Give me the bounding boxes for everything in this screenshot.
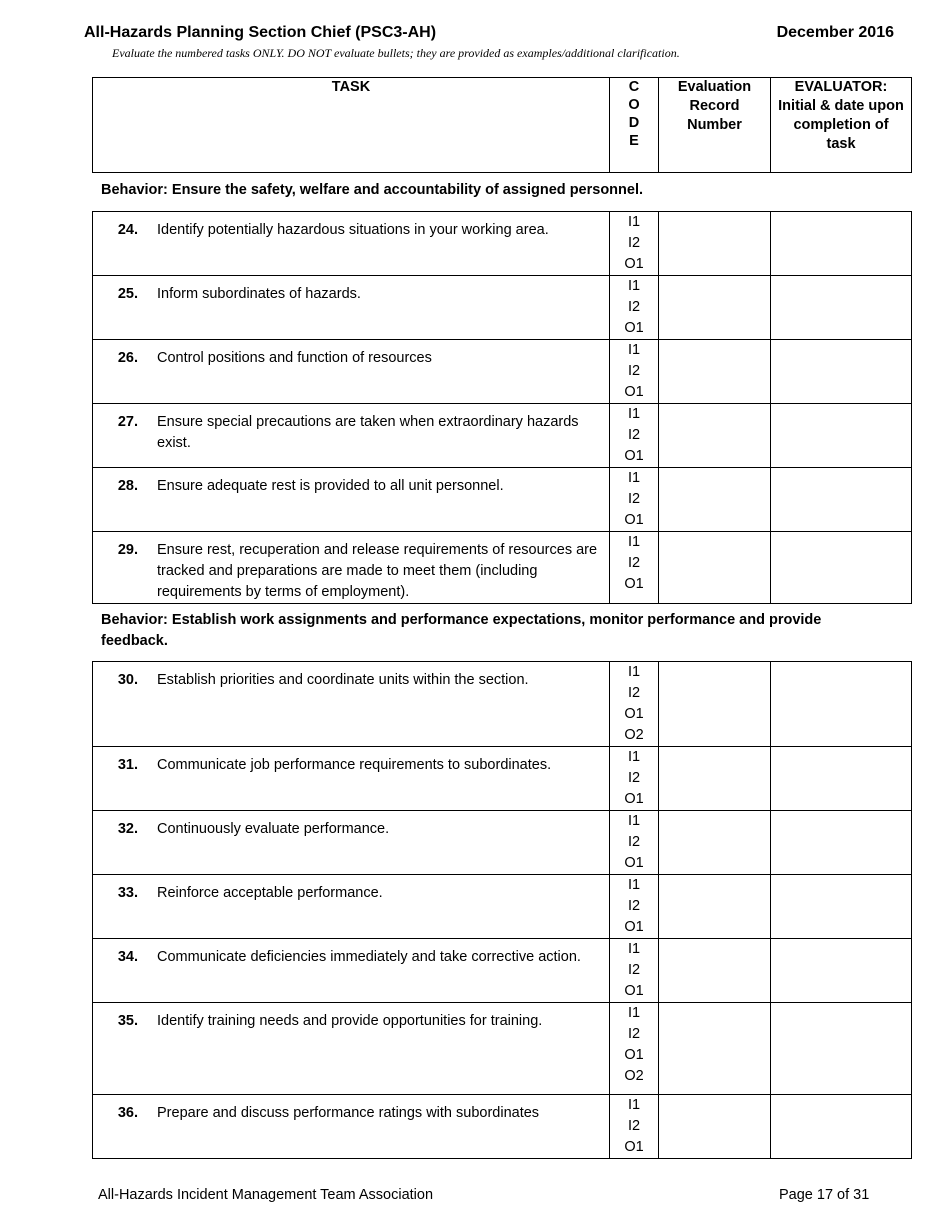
- evaluation-record-cell[interactable]: [659, 811, 771, 875]
- evaluator-initial-cell[interactable]: [771, 404, 912, 468]
- evaluator-initial-cell[interactable]: [771, 747, 912, 811]
- task-number: 29.: [117, 542, 138, 558]
- page-number: Page 17 of 31: [779, 1187, 870, 1203]
- evaluation-record-cell[interactable]: [659, 404, 771, 468]
- document-date: December 2016: [776, 24, 894, 41]
- task-cell: [93, 747, 610, 811]
- task-code: I1: [627, 1097, 641, 1113]
- task-code: I2: [627, 427, 641, 443]
- evaluation-note: Evaluate the numbered tasks ONLY. DO NOT evaluate bullets; they are provided as examples/additional clarification.: [112, 46, 680, 60]
- task-description: Communicate deficiencies immediately and take corrective action.: [157, 949, 581, 965]
- evaluation-record-cell[interactable]: [659, 532, 771, 604]
- evaluator-initial-cell[interactable]: [771, 1003, 912, 1095]
- task-description: Reinforce acceptable performance.: [157, 885, 383, 901]
- task-code: I1: [627, 813, 641, 829]
- evaluation-record-cell[interactable]: [659, 747, 771, 811]
- task-cell: [93, 939, 610, 1003]
- task-cell: [93, 811, 610, 875]
- task-codes: [610, 532, 659, 604]
- task-row: [93, 662, 912, 747]
- task-number: 24.: [117, 222, 138, 238]
- evaluator-column-header: EVALUATOR: Initial & date upon completion of task: [771, 78, 912, 173]
- task-column-header: TASK: [93, 78, 610, 173]
- task-code: I2: [627, 898, 641, 914]
- task-row: [93, 532, 912, 604]
- evaluator-initial-cell[interactable]: [771, 532, 912, 604]
- task-code: I2: [627, 685, 641, 701]
- task-code: I2: [627, 1118, 641, 1134]
- task-code: I2: [627, 834, 641, 850]
- task-description: Ensure special precautions are taken when extraordinary hazards exist.: [157, 414, 579, 451]
- task-description: Continuously evaluate performance.: [157, 821, 390, 837]
- task-number: 28.: [117, 478, 138, 494]
- task-number: 36.: [117, 1105, 138, 1121]
- task-description: Control positions and function of resources: [157, 350, 432, 366]
- task-code: O1: [624, 256, 644, 272]
- task-code: O1: [624, 1139, 644, 1155]
- task-cell: [93, 1003, 610, 1095]
- task-codes: [610, 1095, 659, 1159]
- evaluator-initial-cell[interactable]: [771, 1095, 912, 1159]
- task-code: I1: [627, 664, 641, 680]
- evaluation-record-cell[interactable]: [659, 276, 771, 340]
- task-row: [93, 747, 912, 811]
- task-code: O1: [624, 320, 644, 336]
- task-codes: [610, 212, 659, 276]
- task-row: [93, 276, 912, 340]
- task-code: I1: [627, 1005, 641, 1021]
- task-description: Prepare and discuss performance ratings with subordinates: [157, 1105, 540, 1121]
- task-table-header: [92, 77, 912, 173]
- task-code: O1: [624, 512, 644, 528]
- task-code: O1: [624, 384, 644, 400]
- task-code: O1: [624, 983, 644, 999]
- code-column-header: C O D E: [610, 78, 659, 173]
- task-number: 35.: [117, 1013, 138, 1029]
- task-codes: [610, 1003, 659, 1095]
- task-description: Identify potentially hazardous situations in your working area.: [157, 222, 549, 238]
- task-cell: [93, 276, 610, 340]
- task-number: 26.: [117, 350, 138, 366]
- task-code: I1: [627, 749, 641, 765]
- task-codes: [610, 340, 659, 404]
- task-row: [93, 1095, 912, 1159]
- task-number: 30.: [117, 672, 138, 688]
- task-code: O1: [624, 1047, 644, 1063]
- task-code: I2: [627, 555, 641, 571]
- evaluation-record-cell[interactable]: [659, 468, 771, 532]
- task-description: Inform subordinates of hazards.: [157, 286, 361, 302]
- evaluator-initial-cell[interactable]: [771, 811, 912, 875]
- evaluator-initial-cell[interactable]: [771, 662, 912, 747]
- task-codes: [610, 875, 659, 939]
- task-row: [93, 939, 912, 1003]
- task-codes: [610, 939, 659, 1003]
- behavior-heading: Behavior: Establish work assignments and performance expectations, monitor performance and provide feedback.: [101, 612, 822, 649]
- evaluator-initial-cell[interactable]: [771, 939, 912, 1003]
- task-number: 32.: [117, 821, 138, 837]
- evaluator-initial-cell[interactable]: [771, 468, 912, 532]
- task-number: 25.: [117, 286, 138, 302]
- record-column-header: Evaluation Record Number: [659, 78, 771, 173]
- task-row: [93, 1003, 912, 1095]
- task-number: 33.: [117, 885, 138, 901]
- task-code: I2: [627, 299, 641, 315]
- task-codes: [610, 811, 659, 875]
- task-row: [93, 468, 912, 532]
- task-codes: [610, 747, 659, 811]
- task-code: O1: [624, 448, 644, 464]
- task-cell: [93, 875, 610, 939]
- task-row: [93, 340, 912, 404]
- task-number: 34.: [117, 949, 138, 965]
- task-code: I2: [627, 363, 641, 379]
- task-code: O1: [624, 919, 644, 935]
- task-code: O1: [624, 855, 644, 871]
- task-code: I2: [627, 770, 641, 786]
- task-code: I2: [627, 491, 641, 507]
- task-code: I1: [627, 534, 641, 550]
- evaluation-record-cell[interactable]: [659, 875, 771, 939]
- task-cell: [93, 1095, 610, 1159]
- task-cell: [93, 468, 610, 532]
- task-row: [93, 404, 912, 468]
- task-code: O2: [624, 727, 644, 743]
- task-code: I1: [627, 214, 641, 230]
- evaluation-record-cell[interactable]: [659, 212, 771, 276]
- evaluator-initial-cell[interactable]: [771, 276, 912, 340]
- task-cell: [93, 532, 610, 604]
- task-code: I1: [627, 877, 641, 893]
- task-description: Communicate job performance requirements to subordinates.: [157, 757, 552, 773]
- task-row: [93, 212, 912, 276]
- task-row: [93, 811, 912, 875]
- task-description: Ensure rest, recuperation and release requirements of resources are tracked and preparations are made to meet them (including requirements by terms of employment).: [157, 542, 598, 600]
- evaluation-record-cell[interactable]: [659, 340, 771, 404]
- task-cell: [93, 212, 610, 276]
- task-cell: [93, 662, 610, 747]
- evaluation-record-cell[interactable]: [659, 1003, 771, 1095]
- task-code: O2: [624, 1068, 644, 1084]
- task-table-section-2: [92, 661, 912, 1159]
- evaluator-initial-cell[interactable]: [771, 875, 912, 939]
- task-code: I1: [627, 941, 641, 957]
- evaluation-record-cell[interactable]: [659, 662, 771, 747]
- task-number: 31.: [117, 757, 138, 773]
- task-description: Identify training needs and provide opportunities for training.: [157, 1013, 543, 1029]
- task-code: I2: [627, 1026, 641, 1042]
- footer-organization: All-Hazards Incident Management Team Association: [98, 1187, 434, 1203]
- task-codes: [610, 662, 659, 747]
- task-number: 27.: [117, 414, 138, 430]
- task-codes: [610, 468, 659, 532]
- evaluator-initial-cell[interactable]: [771, 212, 912, 276]
- task-code: I1: [627, 342, 641, 358]
- task-code: O1: [624, 576, 644, 592]
- task-code: I2: [627, 962, 641, 978]
- task-code: O1: [624, 791, 644, 807]
- task-code: I2: [627, 235, 641, 251]
- task-code: O1: [624, 706, 644, 722]
- evaluation-record-cell[interactable]: [659, 939, 771, 1003]
- document-title: All-Hazards Planning Section Chief (PSC3-AH): [84, 24, 437, 41]
- task-cell: [93, 404, 610, 468]
- task-description: Ensure adequate rest is provided to all unit personnel.: [157, 478, 504, 494]
- task-description: Establish priorities and coordinate units within the section.: [157, 672, 529, 688]
- task-code: I1: [627, 278, 641, 294]
- task-code: I1: [627, 406, 641, 422]
- evaluation-record-cell[interactable]: [659, 1095, 771, 1159]
- task-code: I1: [627, 470, 641, 486]
- task-row: [93, 875, 912, 939]
- task-table-section-1: [92, 211, 912, 604]
- behavior-heading: Behavior: Ensure the safety, welfare and accountability of assigned personnel.: [101, 182, 644, 198]
- evaluator-initial-cell[interactable]: [771, 340, 912, 404]
- task-cell: [93, 340, 610, 404]
- task-codes: [610, 276, 659, 340]
- task-codes: [610, 404, 659, 468]
